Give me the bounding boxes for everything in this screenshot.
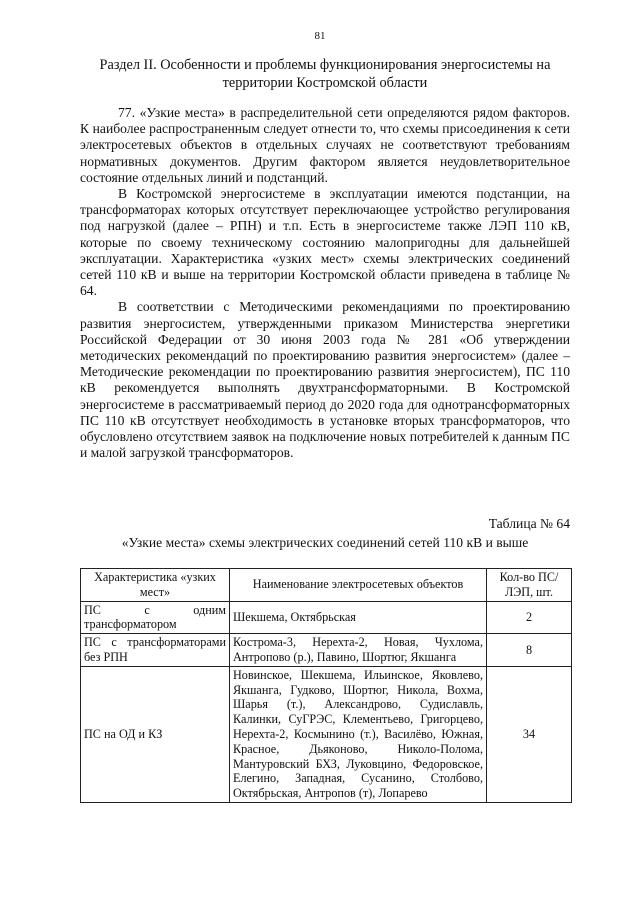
- body-text: [80, 105, 570, 461]
- table-header-row: [81, 569, 572, 602]
- row-characteristic: ПС на ОД и КЗ: [81, 666, 230, 802]
- row-objects: Кострома-3, Нерехта-2, Новая, Чухлома, Антропово (р.), Павино, Шортюг, Якшанга: [230, 634, 487, 667]
- row-characteristic: ПС с одним трансформатором: [81, 601, 230, 634]
- bottlenecks-table: [80, 568, 572, 803]
- page-number: 81: [314, 30, 326, 42]
- header-characteristic: Характеристика «узких мест»: [81, 569, 230, 602]
- row-characteristic: ПС с трансформаторами без РПН: [81, 634, 230, 667]
- row-count: 34: [487, 666, 572, 802]
- row-count: 8: [487, 634, 572, 667]
- paragraph-guidelines: В соответствии с Методическими рекомендациями по проектированию развития энергосистем, утвержденными приказом Министерства энергетики Российской Федерации от 30 июня 2003 года № 281 «Об утверждении методических рекомендаций по проектированию развития энергосистем» (далее – Методические рекомендации по проектированию развития энергосистем), ПС 110 кВ рекомендуется выполнять двухтрансформаторными. В Костромской энергосистеме в рассматриваемый период до 2020 года для однотрансформаторных ПС 110 кВ отсутствует необходимость в установке вторых трансформаторов, что обусловлено отсутствием заявок на подключение новых потребителей к данным ПС и малой загрузкой трансформаторов.: [80, 299, 570, 461]
- table-row: [81, 601, 572, 634]
- table-title: «Узкие места» схемы электрических соединений сетей 110 кВ и выше: [121, 535, 529, 550]
- header-count: Кол-во ПС/ЛЭП, шт.: [487, 569, 572, 602]
- paragraph-77: 77. «Узкие места» в распределительной сети определяются рядом факторов. К наиболее распространенным следует отнести то, что схемы присоединения к сети электросетевых объектов в отдельных случаях не соответствуют требованиям нормативных документов. Другим фактором является неудовлетворительное состояние отдельных линий и подстанций.: [80, 105, 570, 185]
- paragraph-rpn: В Костромской энергосистеме в эксплуатации имеются подстанции, на трансформаторах которых отсутствует переключающее устройство регулирования под нагрузкой (далее – РПН) и т.п. Есть в энергосистеме также ЛЭП 110 кВ, которые по своему техническому состоянию малопригодны для дальнейшей эксплуатации. Характеристика «узких мест» схемы электрических соединений сетей 110 кВ и выше на территории Костромской области приведена в таблице № 64.: [80, 186, 570, 299]
- row-objects: Шекшема, Октябрьская: [230, 601, 487, 634]
- section-title: Раздел II. Особенности и проблемы функционирования энергосистемы на территории Костромской области: [99, 57, 551, 91]
- row-objects: Новинское, Шекшема, Ильинское, Яковлево, Якшанга, Гудково, Шортюг, Никола, Вохма, Шарья (т.), Александрово, Судиславль, Калинки, СуГРЭС, Клементьево, Григорцево, Нерехта-2, Космынино (т.), Василёво, Южная, Красное, Дьяконово, Николо-Полома, Мантуровский БХЗ, Луковцино, Федоровское, Елегино, Западная, Сусанино, Столбово, Октябрьская, Антропов (т), Лопарево: [230, 666, 487, 802]
- table-row: [81, 634, 572, 667]
- table-label: Таблица № 64: [488, 516, 570, 531]
- header-objects: Наименование электросетевых объектов: [230, 569, 487, 602]
- table-row: [81, 666, 572, 802]
- row-count: 2: [487, 601, 572, 634]
